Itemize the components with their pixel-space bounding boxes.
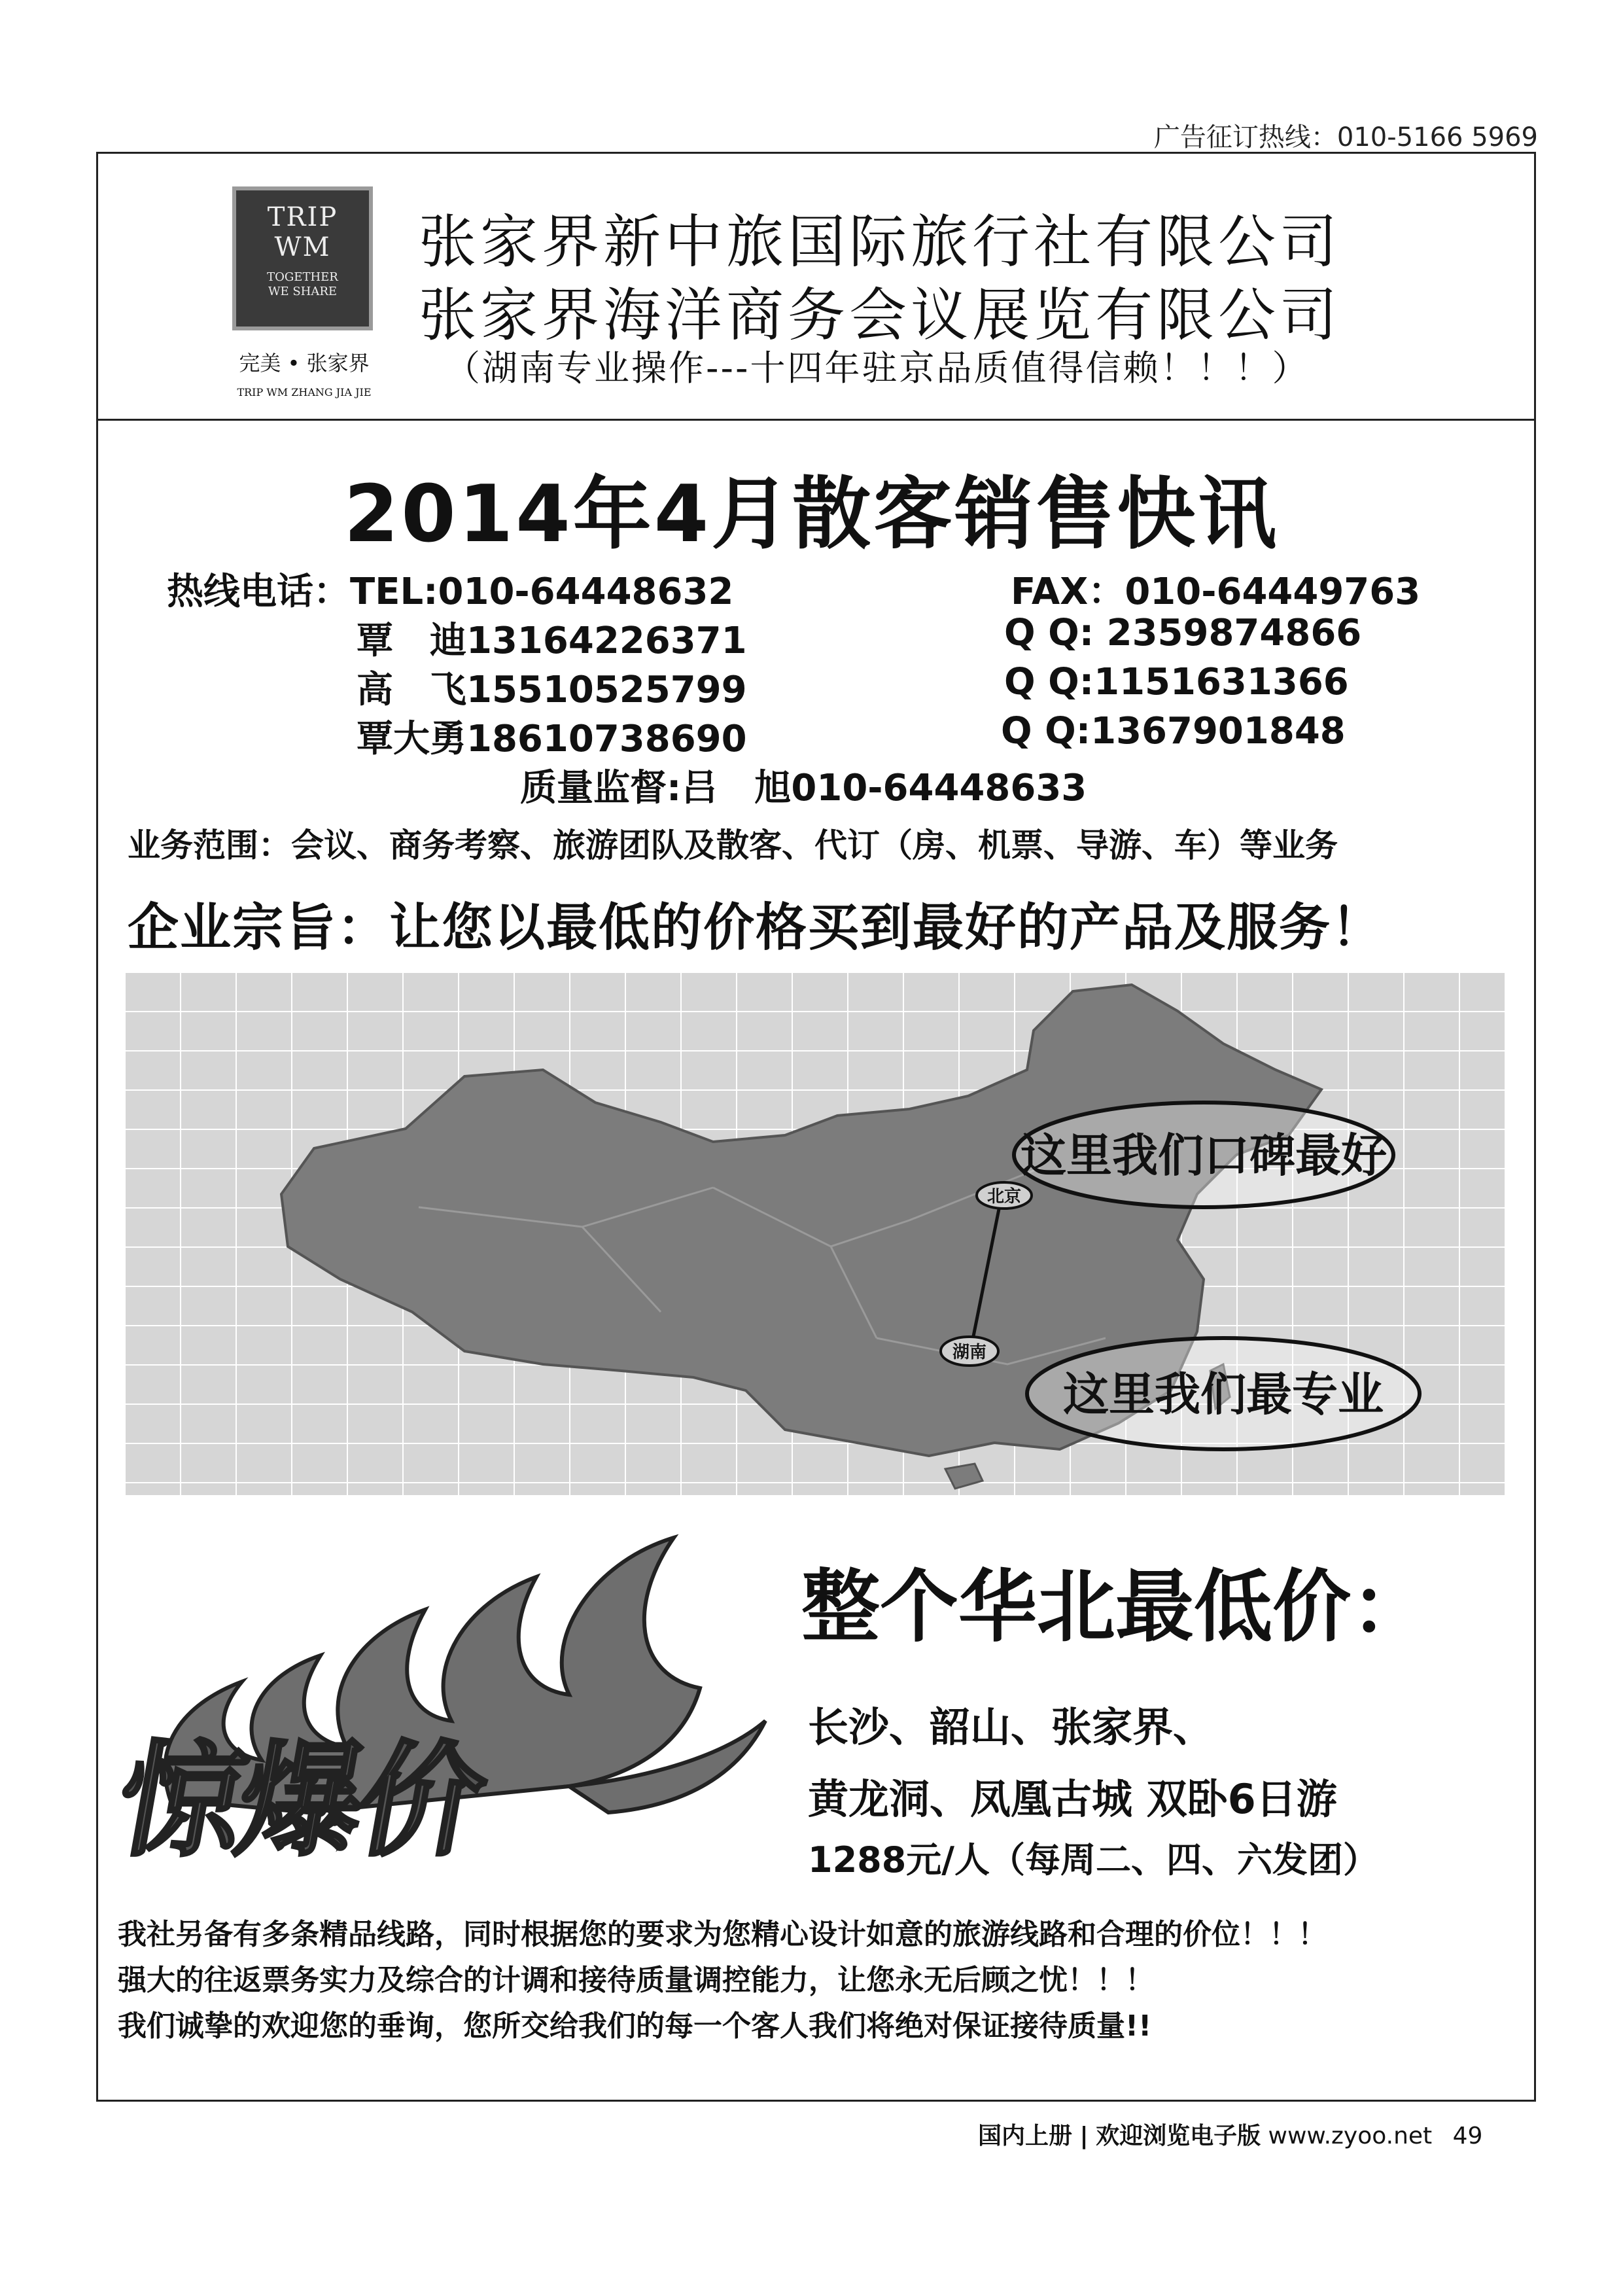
footer-separator: | [1079,2123,1089,2149]
page-number: 49 [1452,2123,1483,2149]
company-slogan: （湖南专业操作---十四年驻京品质值得信赖！！！） [445,347,1310,389]
hotline-tel: 热线电话：TEL:010-64448632 [167,571,734,613]
promo-route-line2: 黄龙洞、凤凰古城 双卧6日游 [808,1775,1337,1823]
ad-hotline: 广告征订热线：010-5166 5969 [1153,122,1538,152]
company-name-2: 张家界海洋商务会议展览有限公司 [419,281,1342,349]
business-scope: 业务范围：会议、商务考察、旅游团队及散客、代订（房、机票、导游、车）等业务 [128,826,1338,864]
hunan-label: 湖南 [952,1343,987,1362]
logo-en-caption: TRIP WM ZHANG JIA JIE [237,386,372,398]
logo-cn-caption: 完美 • 张家界 [239,351,370,376]
burst-label: 惊爆价 [106,1729,493,1873]
bubble-bottom-text: 这里我们最专业 [1063,1367,1384,1421]
qq-1: Q Q: 2359874866 [1004,612,1362,654]
logo-line4: WE SHARE [268,285,338,298]
logo-line3: TOGETHER [267,270,338,284]
contact-3: 覃大勇18610738690 [357,718,747,760]
company-logo [232,186,373,330]
page-title: 2014年4月散客销售快讯 [343,469,1280,560]
company-purpose: 企业宗旨：让您以最低的价格买到最好的产品及服务！ [128,898,1384,957]
desc-line-2: 强大的往返票务实力及综合的计调和接待质量调控能力，让您永无后顾之忧！！！ [118,1964,1154,1997]
company-name-1: 张家界新中旅国际旅行社有限公司 [419,208,1342,275]
promo-headline: 整个华北最低价： [801,1562,1429,1653]
desc-line-3: 我们诚挚的欢迎您的垂询，您所交给我们的每一个客人我们将绝对保证接待质量!! [118,2009,1152,2043]
footer-section: 国内上册 [978,2123,1073,2149]
fax-number: FAX：010-64449763 [1011,571,1421,613]
quality-supervisor: 质量监督:吕 旭010-64448633 [520,767,1087,809]
contact-2: 高 飞15510525799 [357,669,747,711]
beijing-label: 北京 [986,1187,1022,1207]
header-divider [96,419,1536,421]
logo-line1: TRIP [267,202,338,232]
promo-route-line1: 长沙、韶山、张家界、 [808,1703,1214,1751]
desc-line-1: 我社另备有多条精品线路，同时根据您的要求为您精心设计如意的旅游线路和合理的价位！！！ [118,1918,1327,1951]
bubble-top-text: 这里我们口碑最好 [1021,1128,1387,1182]
footer-welcome: 欢迎浏览电子版 [1096,2123,1261,2149]
footer-url[interactable]: www.zyoo.net [1268,2123,1433,2149]
qq-2: Q Q:1151631366 [1004,661,1349,703]
logo-line2: WM [274,232,331,262]
qq-3: Q Q:1367901848 [1001,710,1346,752]
promo-price: 1288元/人（每周二、四、六发团） [808,1839,1379,1881]
contact-1: 覃 迪13164226371 [357,620,747,662]
page-footer [978,2117,1482,2151]
china-map [124,972,1505,1495]
